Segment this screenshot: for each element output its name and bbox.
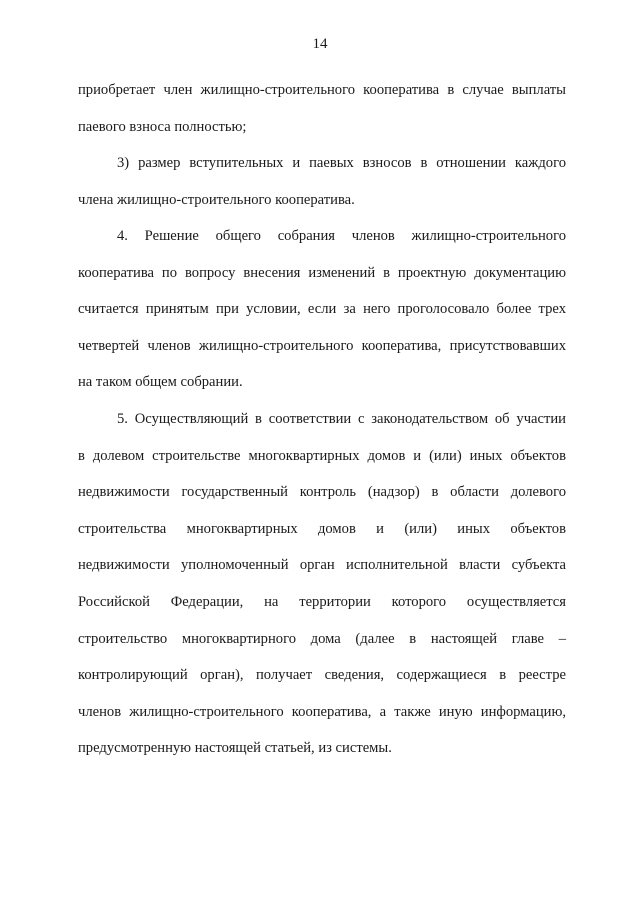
text-line: членов жилищно-строительного кооператива, а также иную информацию, bbox=[78, 704, 566, 720]
text-line: члена жилищно-строительного кооператива. bbox=[78, 192, 355, 208]
text-line: контролирующий орган), получает сведения, содержащиеся в реестре bbox=[78, 667, 566, 683]
text-line: кооператива по вопросу внесения изменений в проектную документацию bbox=[78, 265, 566, 281]
page-number: 14 bbox=[312, 36, 328, 52]
text-line: предусмотренную настоящей статьей, из системы. bbox=[78, 740, 392, 756]
paragraph-start-line: 5. Осуществляющий в соответствии с законодательством об участии bbox=[117, 411, 566, 427]
text-line: строительство многоквартирного дома (далее в настоящей главе – bbox=[78, 631, 566, 647]
text-line: в долевом строительстве многоквартирных домов и (или) иных объектов bbox=[78, 448, 566, 464]
text-line: недвижимости государственный контроль (надзор) в области долевого bbox=[78, 484, 566, 500]
paragraph-start-line: 3) размер вступительных и паевых взносов в отношении каждого bbox=[117, 155, 566, 171]
text-line: Российской Федерации, на территории которого осуществляется bbox=[78, 594, 566, 610]
text-line: недвижимости уполномоченный орган исполнительной власти субъекта bbox=[78, 557, 566, 573]
text-line: строительства многоквартирных домов и (или) иных объектов bbox=[78, 521, 566, 537]
paragraph-start-line: 4. Решение общего собрания членов жилищно-строительного bbox=[117, 228, 566, 244]
text-line: считается принятым при условии, если за него проголосовало более трех bbox=[78, 301, 566, 317]
text-line: на таком общем собрании. bbox=[78, 374, 243, 390]
text-line: приобретает член жилищно-строительного кооператива в случае выплаты bbox=[78, 82, 566, 98]
text-line: четвертей членов жилищно-строительного кооператива, присутствовавших bbox=[78, 338, 566, 354]
text-line: паевого взноса полностью; bbox=[78, 119, 247, 135]
